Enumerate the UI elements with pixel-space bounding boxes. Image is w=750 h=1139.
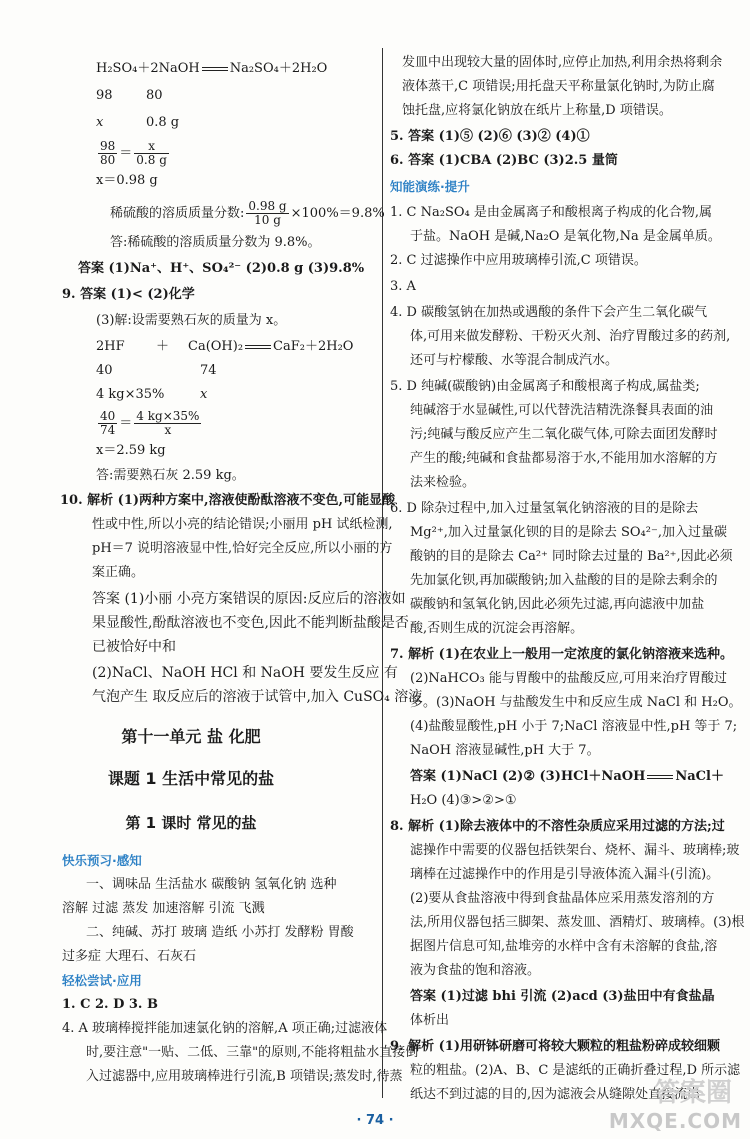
answer-9: 答:需要熟石灰 2.59 kg。 <box>96 468 245 483</box>
text-line: 于盐。NaOH 是碱,Na₂O 是氧化物,Na 是金属单质。 <box>410 229 721 244</box>
equation2-left: 2HF <box>96 339 125 354</box>
text-line: 产生的酸;纯碱和食盐都易溶于水,不能用加水溶解的方 <box>410 451 718 466</box>
text-line: H₂O (4)③>②>① <box>410 793 517 808</box>
text-line: 法,所用仪器包括三脚架、蒸发皿、酒精灯、玻璃棒。(3)根 <box>410 915 745 930</box>
text-line: 碳酸钠和氢氧化钠,因此必须先过滤,再向滤液中加盐 <box>410 597 705 612</box>
text-line: pH＝7 说明溶液显中性,恰好完全反应,所以小丽的方 <box>92 541 393 556</box>
unknown: x <box>96 115 104 130</box>
question-1: 1. C Na₂SO₄ 是由金属离子和酸根离子构成的化合物,属 <box>390 205 712 220</box>
question-2: 2. C 过滤操作中应用玻璃棒引流,C 项错误。 <box>390 253 647 268</box>
text-line: NaOH 溶液显碱性,pH 大于 7。 <box>410 743 600 758</box>
text-line: 二、纯碱、苏打 玻璃 造纸 小苏打 发酵粉 胃酸 <box>86 925 354 940</box>
section-heading: 知能演练·提升 <box>390 179 470 194</box>
section-heading: 快乐预习·感知 <box>62 853 142 868</box>
question-9: 9. 答案 (1)< (2)化学 <box>62 287 195 302</box>
question-7: 7. 解析 (1)在农业上一般用一定浓度的氯化钠溶液来选种。 <box>390 647 733 662</box>
text-line: 据图片信息可知,盐堆旁的水样中含有未溶解的食盐,溶 <box>410 939 718 954</box>
section-heading: 轻松尝试·应用 <box>62 973 142 988</box>
text-line: 过多症 大理石、石灰石 <box>62 949 197 964</box>
mass-fraction: 稀硫酸的溶质质量分数: $\frac{0.98 g}{10 g}$ ×100%＝9.8% <box>110 199 385 227</box>
text-line: (2)NaHCO₃ 能与胃酸中的盐酸反应,可用来治疗胃酸过 <box>410 671 727 686</box>
mass-value: 0.8 g <box>146 115 180 130</box>
molar-mass: 80 <box>146 88 163 103</box>
text-line: 果显酸性,酚酞溶液也不变色,因此不能判断盐酸是否 <box>92 615 409 631</box>
text-line: (4)盐酸显酸性,pH 小于 7;NaCl 溶液显中性,pH 等于 7; <box>410 719 738 734</box>
page-number: · 74 · <box>356 1113 394 1128</box>
equation-line <box>96 60 327 78</box>
text-line: 发皿中出现较大量的固体时,应停止加热,利用余热将剩余 <box>402 55 723 70</box>
lesson-title: 课题 1 生活中常见的盐 <box>107 769 275 788</box>
answer-8: 答案 (1)过滤 bhi 引流 (2)acd (3)盐田中有食盐晶 <box>410 989 715 1004</box>
question-4: 4. D 碳酸氢钠在加热或遇酸的条件下会产生二氧化碳气 <box>390 305 708 320</box>
question-4: 4. A 玻璃棒搅拌能加速氯化钠的溶解,A 项正确;过滤液体 <box>62 1021 388 1036</box>
answer-5: 5. 答案 (1)⑤ (2)⑥ (3)② (4)① <box>390 129 590 144</box>
molar-mass: 98 <box>96 88 113 103</box>
text-line: 璃棒在过滤操作中的作用是引导液体流入漏斗(引流)。 <box>410 867 720 882</box>
text-line: 液体蒸干,C 项错误;用托盘天平称量氯化钠时,为防止腐 <box>402 79 715 94</box>
text-line: 液为食盐的饱和溶液。 <box>410 963 541 978</box>
question-8: 8. 解析 (1)除去液体中的不溶性杂质应采用过滤的方法;过 <box>390 819 725 834</box>
answers-1-3: 1. C 2. D 3. B <box>62 997 158 1012</box>
equation2: Ca(OH)₂ CaF₂＋2H₂O <box>188 339 354 354</box>
text-line: 污;纯碱与酸反应产生二氧化碳气体,可除去面团发酵时 <box>410 427 718 442</box>
text-line: (2)NaCl、NaOH HCl 和 NaOH 要发生反应 有 <box>92 665 398 681</box>
watermark-logo: 答案圈 <box>653 1078 732 1108</box>
text-line: Mg²⁺,加入过量氯化钡的目的是除去 SO₄²⁻,加入过量碳 <box>410 525 727 540</box>
text-line: 溶解 过滤 蒸发 加速溶解 引流 飞溅 <box>62 901 265 916</box>
text-line: 滤操作中需要的仪器包括铁架台、烧杯、漏斗、玻璃棒;玻 <box>410 843 740 858</box>
answer-8: 答案 (1)Na⁺、H⁺、SO₄²⁻ (2)0.8 g (3)9.8% <box>78 261 365 276</box>
text-line: 蚀托盘,应将氯化钠放在纸片上称量,D 项错误。 <box>402 103 672 118</box>
text-line: 粒的粗盐。(2)A、B、C 是滤纸的正确折叠过程,D 所示滤 <box>410 1063 741 1078</box>
unknown: x <box>200 387 208 402</box>
text-line: 案正确。 <box>92 565 145 580</box>
text-line: 气泡产生 取反应后的溶液于试管中,加入 CuSO₄ 溶液 <box>92 689 423 705</box>
equation-left: H₂SO₄＋2NaOH <box>96 61 200 76</box>
period-title: 第 1 课时 常见的盐 <box>125 814 257 832</box>
molar-mass: 74 <box>200 363 217 378</box>
text-line: 性或中性,所以小亮的结论错误;小丽用 pH 试纸检测, <box>92 517 393 532</box>
text-line: 体,可用来做发酵粉、干粉灭火剂、治疗胃酸过多的药剂, <box>410 329 731 344</box>
unit-title: 第十一单元 盐 化肥 <box>121 727 261 746</box>
answer-7: 答案 (1)NaCl (2)② (3)HCl＋NaOH NaCl＋ <box>410 769 724 784</box>
result: x＝0.98 g <box>96 173 158 188</box>
text-line: 酸,否则生成的沉淀会再溶解。 <box>410 621 584 636</box>
question-9-part3: (3)解:设需要熟石灰的质量为 x。 <box>96 313 287 328</box>
plus: ＋ <box>156 339 170 354</box>
text-line: 法来检验。 <box>410 475 476 490</box>
text-line: 纸达不到过滤的目的,因为滤液会从缝隙处直接流出 <box>410 1087 701 1102</box>
equals-sign <box>202 67 228 71</box>
question-6: 6. D 除杂过程中,加入过量氢氧化钠溶液的目的是除去 <box>390 501 699 516</box>
proportion: $\frac{40}{74}$ ＝ $\frac{4 kg\times 35\%}{x}$ <box>100 409 200 437</box>
watermark: MXQE.COM <box>608 1109 742 1133</box>
equation-right: Na₂SO₄＋2H₂O <box>229 61 328 76</box>
text-line: 纯碱溶于水显碱性,可以代替洗洁精洗涤餐具表面的油 <box>410 403 714 418</box>
question-5: 5. D 纯碱(碳酸钠)由金属离子和酸根离子构成,属盐类; <box>390 379 700 394</box>
answer-10: 答案 (1)小丽 小亮方案错误的原因:反应后的溶液如 <box>92 591 406 607</box>
text-line: 还可与柠檬酸、水等混合制成汽水。 <box>410 353 619 368</box>
text-line: 时,要注意"一贴、二低、三靠"的原则,不能将粗盐水直接倒 <box>86 1045 419 1060</box>
result: x＝2.59 kg <box>96 443 166 458</box>
text-line: 已被恰好中和 <box>92 639 176 655</box>
answer-line: 答:稀硫酸的溶质质量分数为 9.8%。 <box>110 235 321 250</box>
text-line: 入过滤器中,应用玻璃棒进行引流,B 项错误;蒸发时,待蒸 <box>86 1069 403 1084</box>
proportion: $\frac{98}{80}$ ＝ $\frac{x}{0.8 g}$ <box>100 139 167 167</box>
text-line: 多。(3)NaOH 与盐酸发生中和反应生成 NaCl 和 H₂O。 <box>410 695 742 710</box>
text-line: 先加氯化钡,再加碳酸钠;加入盐酸的目的是除去剩余的 <box>410 573 718 588</box>
text-line: 酸钠的目的是除去 Ca²⁺ 同时除去过量的 Ba²⁺,因此必须 <box>410 549 733 564</box>
text-line: 体析出 <box>410 1013 450 1028</box>
mass-value: 4 kg×35% <box>96 387 165 402</box>
answer-6: 6. 答案 (1)CBA (2)BC (3)2.5 量筒 <box>390 153 618 168</box>
text-line: (2)要从食盐溶液中得到食盐晶体应采用蒸发溶剂的方 <box>410 891 715 906</box>
molar-mass: 40 <box>96 363 113 378</box>
text-line: 一、调味品 生活盐水 碳酸钠 氢氧化钠 选种 <box>86 877 337 892</box>
question-3: 3. A <box>390 279 416 294</box>
question-10: 10. 解析 (1)两种方案中,溶液使酚酞溶液不变色,可能显酸 <box>60 493 396 508</box>
question-9: 9. 解析 (1)用研钵研磨可将较大颗粒的粗盐粉碎成较细颗 <box>390 1039 720 1054</box>
